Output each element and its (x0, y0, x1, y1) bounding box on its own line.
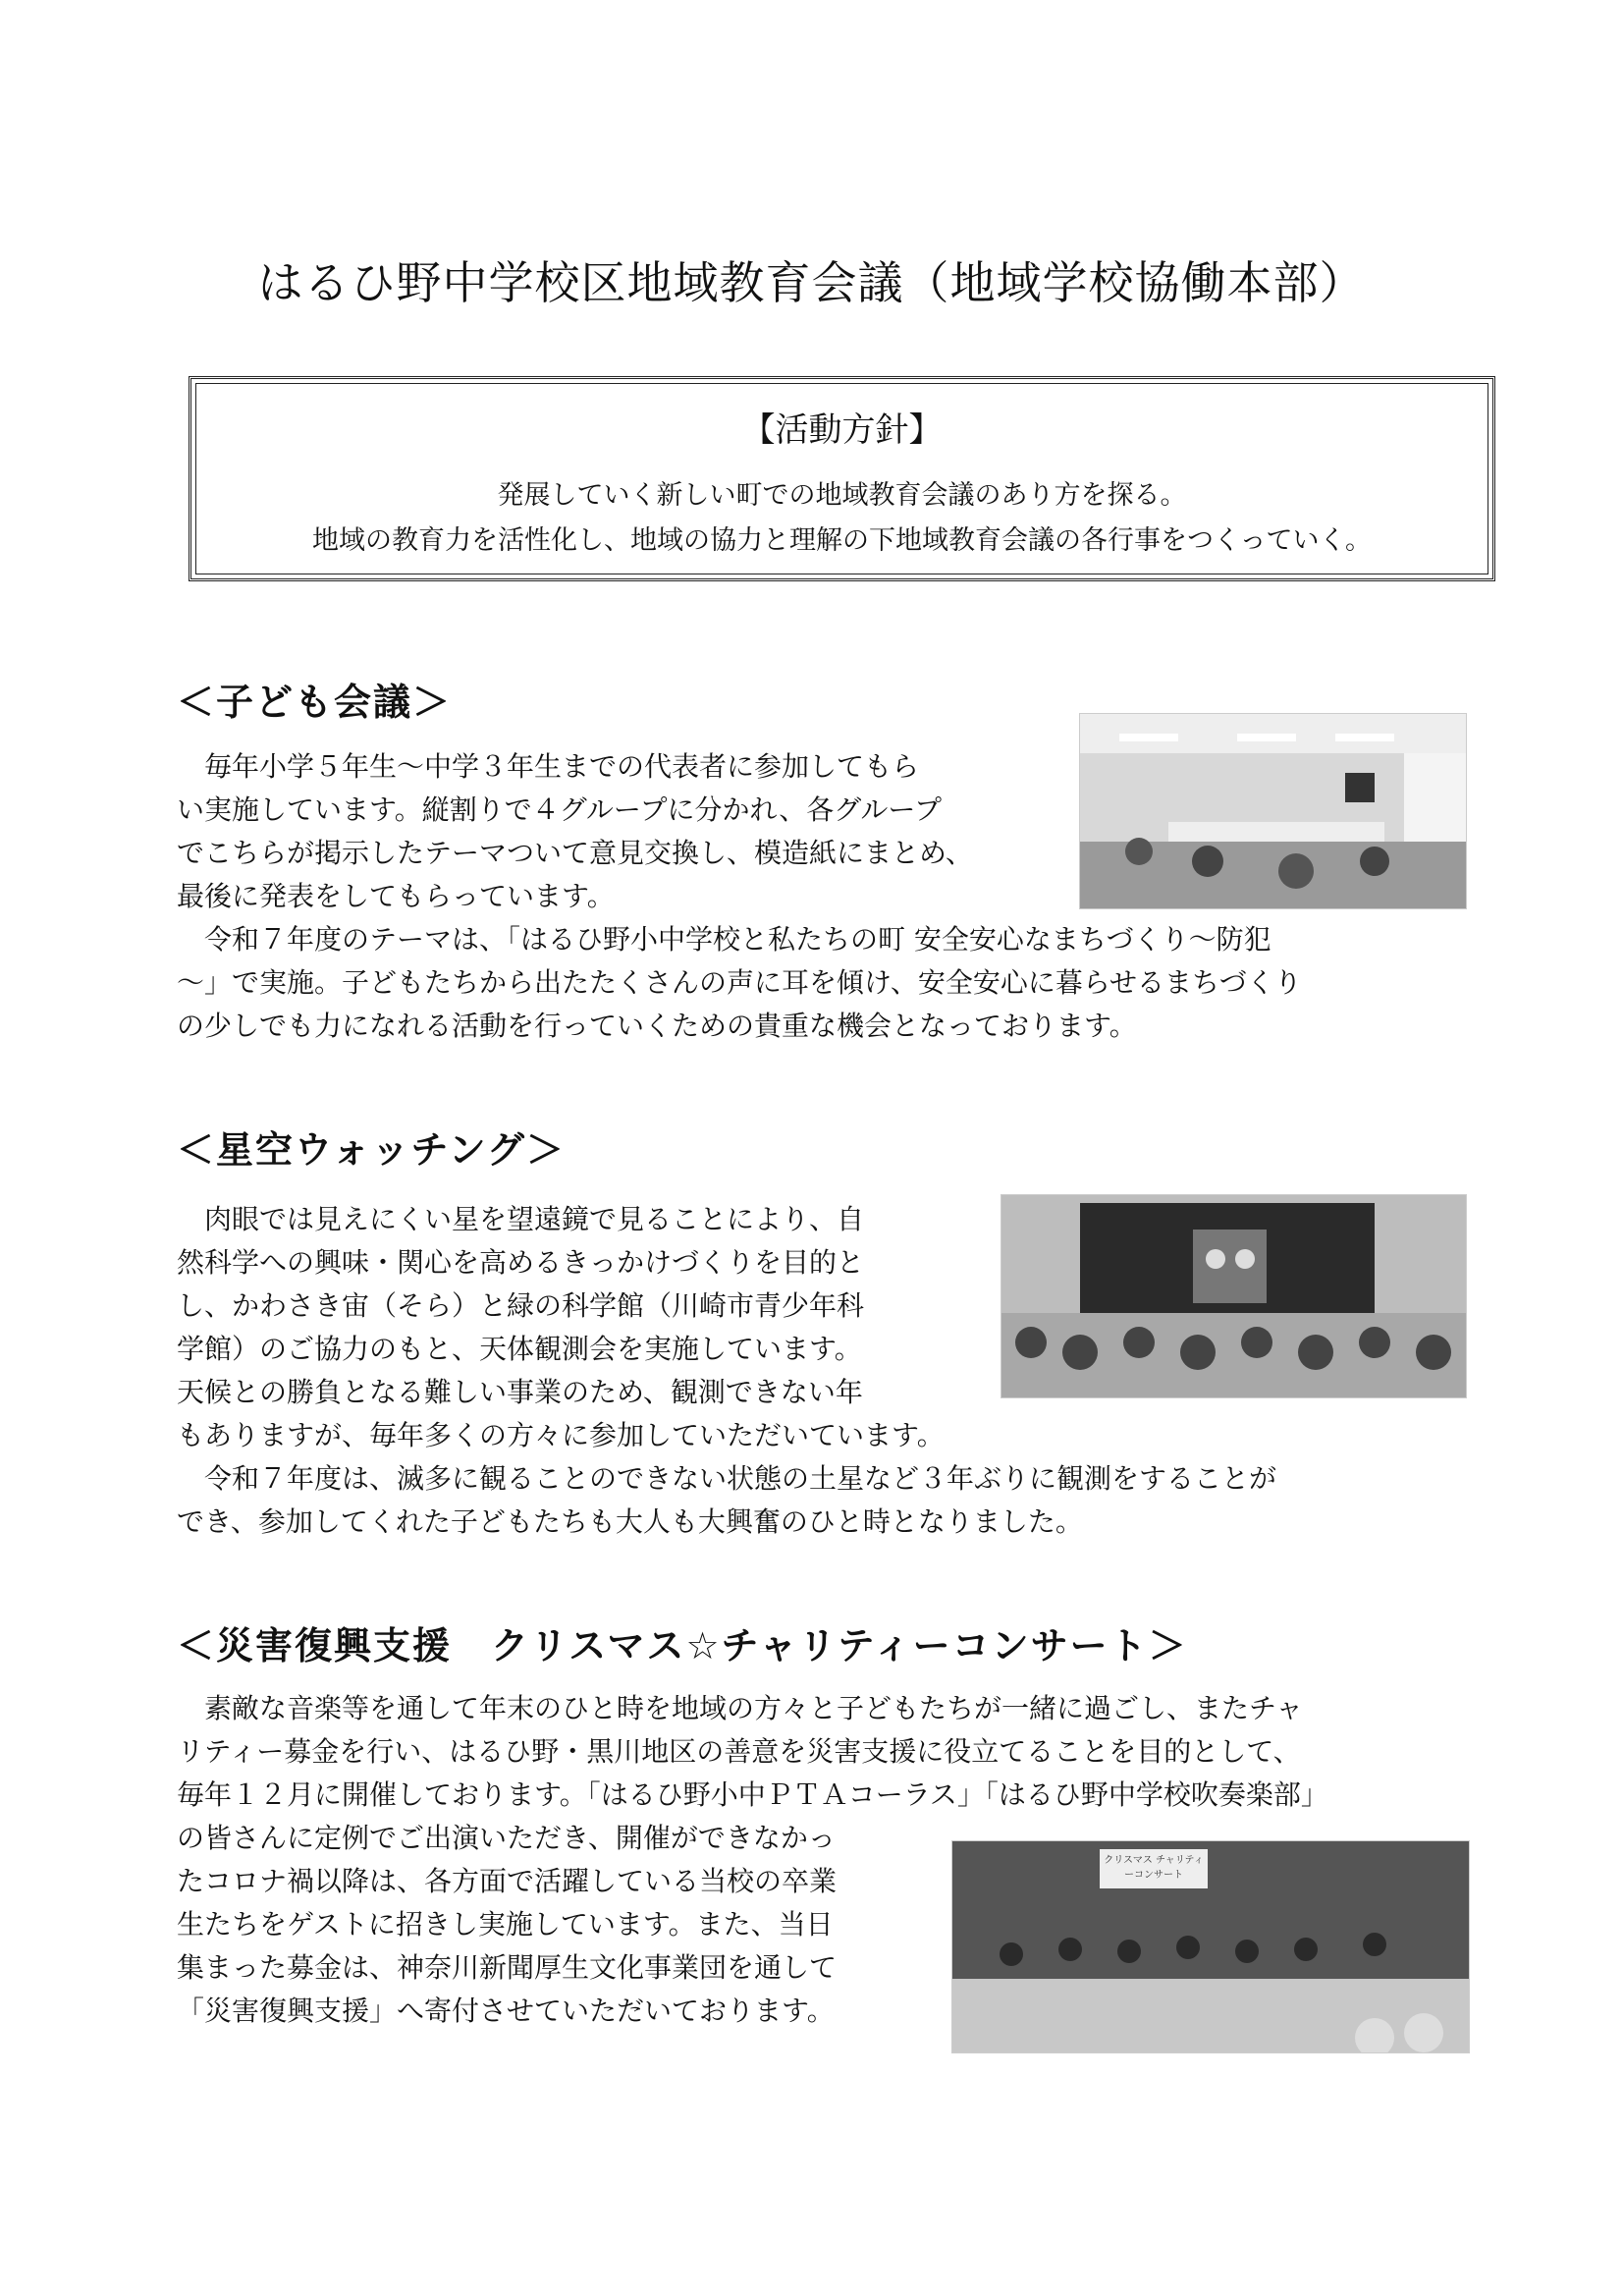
body-line: し、かわさき宙（そら）と緑の科学館（川崎市青少年科 (177, 1289, 865, 1322)
body-line: 毎年１２月に開催しております。「はるひ野小中ＰＴＡコーラス」「はるひ野中学校吹奏楽部」 (177, 1778, 1328, 1811)
body-line: たコロナ禍以降は、各方面で活躍している当校の卒業 (177, 1865, 838, 1897)
policy-line: 地域の教育力を活性化し、地域の協力と理解の下地域教育会議の各行事をつくっていく。 (312, 525, 1372, 556)
body-line: 然科学への興味・関心を高めるきっかけづくりを目的と (177, 1246, 865, 1279)
body-line: 集まった募金は、神奈川新聞厚生文化事業団を通して (177, 1951, 838, 1984)
section-heading-children-meeting: ＜子ども会議＞ (177, 681, 453, 724)
body-line: でこちらが掲示したテーマついて意見交換し、模造紙にまとめ、 (177, 837, 973, 869)
concert-banner-text: クリスマス チャリティーコンサート (1104, 1855, 1204, 1881)
body-line: 令和７年度は、滅多に観ることのできない状態の土星など３年ぶりに観測をすることが (177, 1462, 1277, 1495)
body-line: 「災害復興支援」へ寄付させていただいております。 (177, 1995, 835, 2027)
body-line: ～」で実施。子どもたちから出たたくさんの声に耳を傾け、安全安心に暮らせるまちづくり (177, 966, 1302, 999)
section-heading-charity-concert: ＜災害復興支援 クリスマス☆チャリティーコンサート＞ (177, 1624, 1188, 1667)
body-line: 最後に発表をしてもらっています。 (177, 880, 615, 912)
body-line: 令和７年度のテーマは、「はるひ野小中学校と私たちの町 安全安心なまちづくり～防犯 (177, 923, 1271, 956)
body-line: い実施しています。縦割りで４グループに分かれ、各グループ (177, 793, 942, 826)
body-line: もありますが、毎年多くの方々に参加していただいています。 (177, 1419, 945, 1451)
policy-line: 発展していく新しい町での地域教育会議のあり方を探る。 (497, 480, 1187, 511)
body-line: 学館）のご協力のもと、天体観測会を実施しています。 (177, 1333, 862, 1365)
photo-star-watching (1001, 1194, 1467, 1398)
section-heading-star-watching: ＜星空ウォッチング＞ (177, 1128, 566, 1172)
body-line: の皆さんに定例でご出演いただき、開催ができなかっ (177, 1822, 836, 1854)
body-line: 毎年小学５年生～中学３年生までの代表者に参加してもら (177, 750, 920, 783)
photo-children-meeting (1079, 713, 1467, 909)
policy-heading: 【活動方針】 (741, 410, 943, 450)
body-line: 肉眼では見えにくい星を望遠鏡で見ることにより、自 (177, 1203, 865, 1235)
body-line: 天候との勝負となる難しい事業のため、観測できない年 (177, 1376, 863, 1408)
body-line: 素敵な音楽等を通して年末のひと時を地域の方々と子どもたちが一緒に過ごし、またチャ (177, 1692, 1304, 1724)
body-line: でき、参加してくれた子どもたちも大人も大興奮のひと時となりました。 (177, 1505, 1083, 1538)
photo-charity-concert (951, 1840, 1470, 2053)
body-line: の少しでも力になれる活動を行っていくための貴重な機会となっております。 (177, 1010, 1137, 1042)
body-line: リティー募金を行い、はるひ野・黒川地区の善意を災害支援に役立てることを目的として、 (177, 1735, 1301, 1768)
page-title: はるひ野中学校区地域教育会議（地域学校協働本部） (257, 256, 1366, 309)
body-line: 生たちをゲストに招きし実施しています。また、当日 (177, 1908, 834, 1941)
